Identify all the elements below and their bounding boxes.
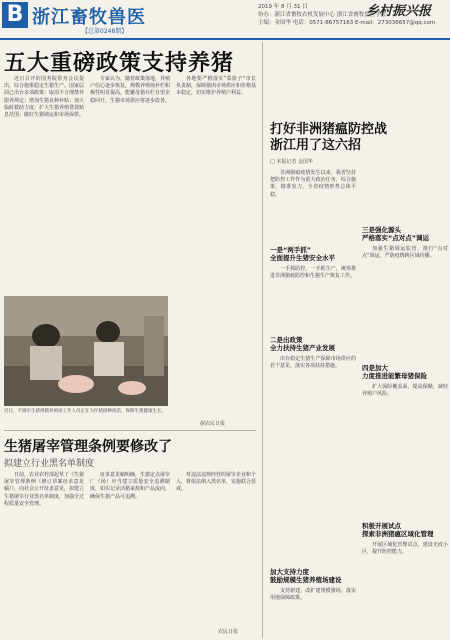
photo-caption: 近日，平湖市生猪规模养殖场工作人员正在为仔猪接种疫苗，保障生猪健康生长。 <box>4 409 166 414</box>
subhead-4: 四是加大 力度推进能繁母猪保险 <box>362 364 427 380</box>
main-article-text: 近日召开的国务院常务会议提出，综合施策稳定生猪生产。国家层面已出台多项政策：取消不合理禁养限养规定；增加生猪良种补贴；加大临时救助力度；扩大生猪养殖贷款贴息范围；做好生猪调运和市场保供。 <box>4 76 85 119</box>
paper-logo: 乡村振兴报 <box>366 4 432 19</box>
section-letter: B <box>2 2 28 28</box>
header-rule <box>0 38 450 40</box>
right-byline: □ 本报记者 金国华 <box>270 159 313 165</box>
right-section-text: 支持新建、改扩建规模猪场，落实用地保障政策。 <box>270 588 356 602</box>
sub-headline: 生猪屠宰管理条例要修改了 <box>4 439 172 455</box>
subhead-3: 三是强化源头 严格落实“点对点”调运 <box>362 226 430 242</box>
subhead-2: 二是出政策 全力扶持生猪产业发展 <box>270 336 335 352</box>
date-line: 2019 年 8 月 31 日 <box>258 4 308 10</box>
sub-deck: 拟建立行业黑名单制度 <box>4 459 95 469</box>
section-title: 浙江畜牧兽医 <box>32 7 146 28</box>
column-divider <box>262 42 263 638</box>
issue-number: 【总第0248期】 <box>82 28 128 35</box>
right-section-4 <box>362 384 448 514</box>
sub-article-text: 对违法违规经营的屠宰企业和个人，将依法纳入黑名单，实施联合惩戒。 <box>176 472 257 493</box>
sub-article-text: 征求意见稿明确，生猪定点屠宰厂（场）应当建立质量安全追溯制度，如实记录活猪来源和产品流向，确保生猪产品可追溯。 <box>90 472 171 500</box>
right-section-5 <box>270 588 356 636</box>
right-headline <box>270 122 446 154</box>
main-article-column-1 <box>4 76 84 294</box>
sub-article-byline: 农民日报 <box>218 629 239 635</box>
sub-article-text: 日前，农业农村部起草了《生猪屠宰管理条例（修订草案征求意见稿）》，向社会公开征求意见，拟建立生猪屠宰行业黑名单制度，加强全过程质量安全管理。 <box>4 472 85 507</box>
main-article-column-3 <box>176 76 256 406</box>
right-section-text: 出台稳定生猪生产保障市场供应的若干意见，落实各项扶持措施。 <box>270 356 356 370</box>
main-article-text: 各地要严格落实“菜篮子”市长负责制，保障猪肉市场供应和价格基本稳定，切实维护养殖户利益。 <box>176 76 257 97</box>
right-section-text: 加强生猪调运监管，推行“点对点”调运，严防疫情跨区域传播。 <box>362 246 448 260</box>
main-headline: 五大重磅政策支持养猪 <box>4 51 235 76</box>
main-article-column-2 <box>90 76 170 294</box>
right-section-6 <box>362 542 448 636</box>
right-section-3 <box>362 246 448 356</box>
pig-farm-photo <box>4 296 168 406</box>
sub-article-column-2 <box>90 472 170 636</box>
masthead <box>0 0 450 38</box>
right-intro-text: 非洲猪瘟疫情发生以来，我省坚持把防控工作作为重大政治任务，综合施策、精准发力，全省疫情形势总体平稳。 <box>270 170 356 198</box>
right-section-text: 扩大保险覆盖面，提高保额，减轻养殖户风险。 <box>362 384 448 398</box>
subhead-1: 一是“两手抓” 全面提升生猪安全水平 <box>270 246 335 262</box>
right-section-text: 一手抓防控，一手抓生产，统筹推进非洲猪瘟防控和生猪生产恢复工作。 <box>270 266 356 280</box>
right-section-2 <box>270 356 356 556</box>
subhead-6: 积极开展试点 探索非洲猪瘟区域化管理 <box>362 522 434 538</box>
right-intro <box>270 170 356 240</box>
main-article-text: 专家认为，随着政策落地，养殖户信心逐步恢复，规模养殖场补栏积极性明显提高，能繁母猪存栏有望企稳回升，生猪市场供应将逐步改善。 <box>90 76 171 104</box>
news-photo <box>4 296 168 406</box>
subhead-5: 加大支持力度 鼓励规模生猪养殖场建设 <box>270 568 342 584</box>
info-line-2: 主编：金国华 电话：0571-86757163 E-mail：273036657@qq.com <box>258 20 436 26</box>
right-headline-text: 打好非洲猪瘟防控战 浙江用了这六招 <box>270 122 388 153</box>
right-section-1 <box>270 266 356 326</box>
divider <box>4 430 256 431</box>
main-article-byline: 据农民日报 <box>200 421 226 427</box>
right-section-text: 开展区域化管理试点，建设无疫小区，提升防控能力。 <box>362 542 448 556</box>
sub-article-column-3 <box>176 472 256 636</box>
sub-article-column-1 <box>4 472 84 636</box>
info-line-1: 协办：浙江省畜牧农机发展中心 浙江省畜牧兽医学会 <box>258 12 387 18</box>
